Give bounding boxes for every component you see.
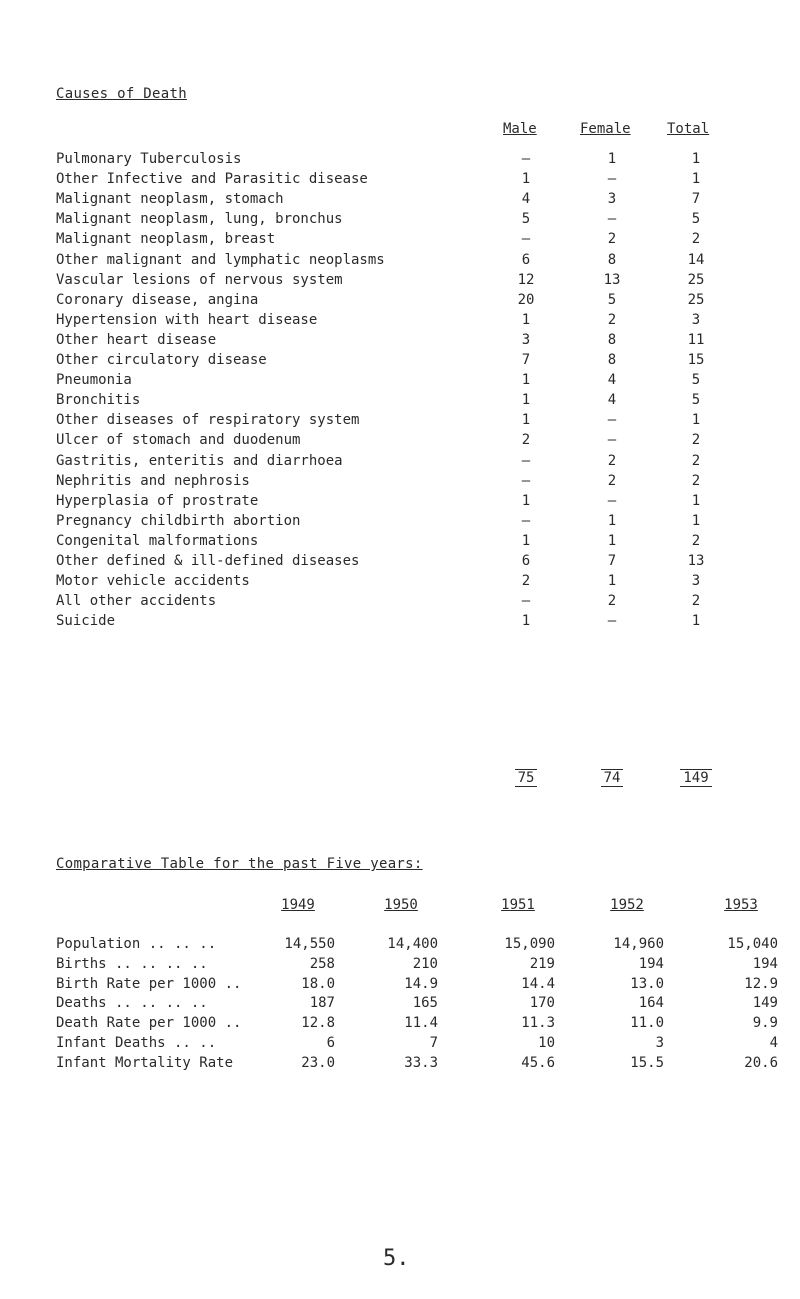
cell-female: 8 <box>607 252 617 268</box>
cell-male: 1 <box>521 533 531 549</box>
cell-male: 2 <box>521 432 531 448</box>
comparative-label: Population .. .. .. <box>56 936 217 952</box>
cell-male: – <box>521 473 531 489</box>
year-header: 1952 <box>610 897 644 913</box>
cell-total: 13 <box>687 553 705 569</box>
cell-female: 13 <box>603 272 621 288</box>
year-header: 1951 <box>501 897 535 913</box>
comparative-value: 14,400 <box>387 936 438 952</box>
comparative-value: 11.4 <box>404 1015 438 1031</box>
cell-male: – <box>521 231 531 247</box>
cell-male: 6 <box>521 252 531 268</box>
cell-cause: Motor vehicle accidents <box>56 573 250 589</box>
cell-female: 4 <box>607 372 617 388</box>
cell-total: 3 <box>691 312 701 328</box>
cell-total: 5 <box>691 392 701 408</box>
cell-cause: All other accidents <box>56 593 217 609</box>
comparative-value: 258 <box>309 956 335 972</box>
cell-cause: Pneumonia <box>56 372 132 388</box>
cell-female: 2 <box>607 453 617 469</box>
cell-total: 3 <box>691 573 701 589</box>
cell-male: 1 <box>521 372 531 388</box>
comparative-row <box>56 934 796 954</box>
table-row <box>56 290 705 310</box>
table-row <box>56 410 701 430</box>
cell-male: – <box>521 453 531 469</box>
cell-female: 2 <box>607 312 617 328</box>
comparative-label: Death Rate per 1000 .. <box>56 1015 242 1031</box>
table-row <box>56 571 701 591</box>
comparative-value: 15,040 <box>727 936 778 952</box>
page-title: Causes of Death <box>56 86 187 102</box>
cell-cause: Malignant neoplasm, stomach <box>56 191 284 207</box>
cell-male: 20 <box>517 292 535 308</box>
cell-female: – <box>607 211 617 227</box>
cell-female: 2 <box>607 473 617 489</box>
table-row <box>56 209 701 229</box>
comparative-label: Infant Deaths .. .. <box>56 1035 217 1051</box>
cell-cause: Other defined & ill-defined diseases <box>56 553 360 569</box>
comparative-value: 210 <box>412 956 438 972</box>
cell-male: 1 <box>521 613 531 629</box>
cell-cause: Other Infective and Parasitic disease <box>56 171 368 187</box>
cell-total: 1 <box>691 513 701 529</box>
table-row <box>56 430 701 450</box>
column-header-total: Total <box>667 121 710 137</box>
comparative-value: 187 <box>309 995 335 1011</box>
comparative-row <box>56 954 796 974</box>
comparative-value: 33.3 <box>404 1055 438 1071</box>
comparative-row <box>56 1033 796 1053</box>
comparative-value: 14.4 <box>521 976 555 992</box>
comparative-value: 23.0 <box>301 1055 335 1071</box>
cell-male: 12 <box>517 272 535 288</box>
cell-total: 1 <box>691 151 701 167</box>
cell-cause: Other heart disease <box>56 332 217 348</box>
comparative-value: 15.5 <box>630 1055 664 1071</box>
cell-cause: Nephritis and nephrosis <box>56 473 250 489</box>
cell-cause: Hypertension with heart disease <box>56 312 318 328</box>
cell-female: 7 <box>607 553 617 569</box>
comparative-title: Comparative Table for the past Five years: <box>56 856 423 872</box>
cell-cause: Malignant neoplasm, breast <box>56 231 276 247</box>
comparative-value: 3 <box>655 1035 664 1051</box>
comparative-value: 45.6 <box>521 1055 555 1071</box>
comparative-value: 6 <box>326 1035 335 1051</box>
cell-cause: Ulcer of stomach and duodenum <box>56 432 301 448</box>
cell-female: – <box>607 412 617 428</box>
cell-total: 11 <box>687 332 705 348</box>
comparative-row <box>56 1013 796 1033</box>
cell-total: 2 <box>691 473 701 489</box>
total-male <box>506 769 546 787</box>
cell-cause: Gastritis, enteritis and diarrhoea <box>56 453 343 469</box>
cell-total: 2 <box>691 593 701 609</box>
total-male-value: 75 <box>515 769 538 787</box>
cell-total: 14 <box>687 252 705 268</box>
cell-cause: Bronchitis <box>56 392 141 408</box>
comparative-label: Birth Rate per 1000 .. <box>56 976 242 992</box>
cell-total: 25 <box>687 292 705 308</box>
comparative-label: Infant Mortality Rate <box>56 1055 234 1071</box>
cell-cause: Malignant neoplasm, lung, bronchus <box>56 211 343 227</box>
cell-cause: Pulmonary Tuberculosis <box>56 151 242 167</box>
table-row <box>56 149 701 169</box>
comparative-value: 170 <box>529 995 555 1011</box>
cell-total: 1 <box>691 613 701 629</box>
cell-total: 7 <box>691 191 701 207</box>
comparative-value: 10 <box>538 1035 555 1051</box>
cell-cause: Other circulatory disease <box>56 352 267 368</box>
cell-male: 5 <box>521 211 531 227</box>
cell-female: 5 <box>607 292 617 308</box>
year-header: 1950 <box>384 897 418 913</box>
cell-female: – <box>607 432 617 448</box>
table-row <box>56 611 701 631</box>
comparative-value: 11.3 <box>521 1015 555 1031</box>
cell-male: – <box>521 151 531 167</box>
comparative-value: 14,550 <box>284 936 335 952</box>
cell-male: 3 <box>521 332 531 348</box>
cell-female: 1 <box>607 151 617 167</box>
cell-male: 1 <box>521 392 531 408</box>
comparative-value: 12.9 <box>744 976 778 992</box>
comparative-value: 194 <box>752 956 778 972</box>
comparative-value: 194 <box>638 956 664 972</box>
cell-female: 2 <box>607 231 617 247</box>
table-row <box>56 169 701 189</box>
cell-female: – <box>607 171 617 187</box>
cell-cause: Hyperplasia of prostrate <box>56 493 259 509</box>
table-row <box>56 511 701 531</box>
column-header-female: Female <box>580 121 631 137</box>
comparative-value: 12.8 <box>301 1015 335 1031</box>
table-row <box>56 451 701 471</box>
cell-male: – <box>521 593 531 609</box>
cell-female: – <box>607 613 617 629</box>
cell-female: 1 <box>607 573 617 589</box>
table-row <box>56 330 705 350</box>
cell-cause: Other malignant and lymphatic neoplasms <box>56 252 385 268</box>
comparative-value: 15,090 <box>504 936 555 952</box>
comparative-label: Deaths .. .. .. .. <box>56 995 208 1011</box>
table-row <box>56 390 701 410</box>
comparative-value: 149 <box>752 995 778 1011</box>
total-female <box>592 769 632 787</box>
cell-cause: Congenital malformations <box>56 533 259 549</box>
cell-total: 25 <box>687 272 705 288</box>
cell-total: 15 <box>687 352 705 368</box>
comparative-value: 7 <box>429 1035 438 1051</box>
cell-female: 4 <box>607 392 617 408</box>
table-row <box>56 591 701 611</box>
cell-total: 2 <box>691 533 701 549</box>
cell-male: – <box>521 513 531 529</box>
column-header-male: Male <box>503 121 537 137</box>
table-row <box>56 250 705 270</box>
table-row <box>56 229 701 249</box>
cell-male: 1 <box>521 171 531 187</box>
comparative-value: 9.9 <box>752 1015 778 1031</box>
table-row <box>56 270 705 290</box>
table-row <box>56 491 701 511</box>
cell-female: 2 <box>607 593 617 609</box>
cell-total: 1 <box>691 493 701 509</box>
cell-male: 2 <box>521 573 531 589</box>
table-row <box>56 370 701 390</box>
cell-female: – <box>607 493 617 509</box>
cell-female: 8 <box>607 352 617 368</box>
cell-total: 2 <box>691 432 701 448</box>
table-row <box>56 551 705 571</box>
cell-total: 5 <box>691 372 701 388</box>
cell-cause: Coronary disease, angina <box>56 292 259 308</box>
comparative-label: Births .. .. .. .. <box>56 956 208 972</box>
comparative-value: 4 <box>769 1035 778 1051</box>
cell-male: 1 <box>521 412 531 428</box>
cell-male: 6 <box>521 553 531 569</box>
cell-male: 1 <box>521 493 531 509</box>
cell-total: 1 <box>691 171 701 187</box>
comparative-value: 14,960 <box>613 936 664 952</box>
cell-cause: Suicide <box>56 613 116 629</box>
cell-male: 7 <box>521 352 531 368</box>
comparative-row <box>56 974 796 994</box>
cell-cause: Vascular lesions of nervous system <box>56 272 343 288</box>
cell-total: 1 <box>691 412 701 428</box>
table-row <box>56 189 701 209</box>
table-row <box>56 471 701 491</box>
cell-female: 1 <box>607 533 617 549</box>
cell-male: 4 <box>521 191 531 207</box>
comparative-value: 18.0 <box>301 976 335 992</box>
comparative-row <box>56 1053 796 1073</box>
cell-cause: Pregnancy childbirth abortion <box>56 513 301 529</box>
comparative-value: 164 <box>638 995 664 1011</box>
cell-cause: Other diseases of respiratory system <box>56 412 360 428</box>
cell-female: 1 <box>607 513 617 529</box>
total-all <box>676 769 716 787</box>
cell-female: 8 <box>607 332 617 348</box>
cell-total: 5 <box>691 211 701 227</box>
comparative-value: 13.0 <box>630 976 664 992</box>
table-row <box>56 350 705 370</box>
cell-female: 3 <box>607 191 617 207</box>
comparative-value: 20.6 <box>744 1055 778 1071</box>
comparative-value: 219 <box>529 956 555 972</box>
comparative-value: 14.9 <box>404 976 438 992</box>
page-number: 5. <box>383 1246 410 1271</box>
total-female-value: 74 <box>601 769 624 787</box>
cell-total: 2 <box>691 453 701 469</box>
year-header: 1953 <box>724 897 758 913</box>
year-header: 1949 <box>281 897 315 913</box>
table-row <box>56 310 701 330</box>
comparative-value: 165 <box>412 995 438 1011</box>
comparative-row <box>56 993 796 1013</box>
comparative-value: 11.0 <box>630 1015 664 1031</box>
table-row <box>56 531 701 551</box>
total-all-value: 149 <box>680 769 711 787</box>
cell-total: 2 <box>691 231 701 247</box>
cell-male: 1 <box>521 312 531 328</box>
